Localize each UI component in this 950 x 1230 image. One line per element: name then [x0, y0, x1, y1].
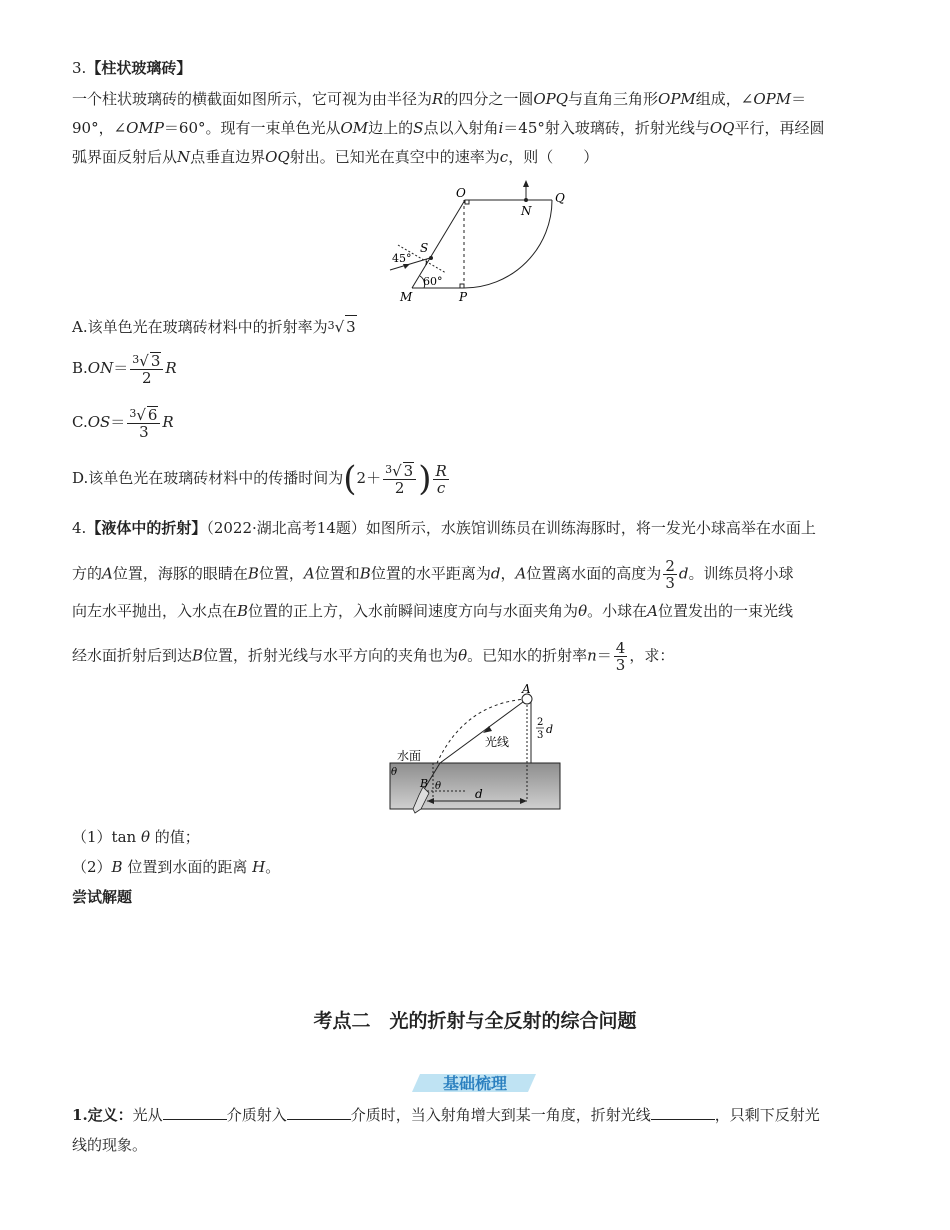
blank-1[interactable]	[163, 1105, 227, 1120]
fraction-od: $\frac{^3√ 3}{2}$	[383, 462, 416, 496]
q3-stem-line3: 弧界面反射后从N点垂直边界OQ射出。已知光在真空中的速率为c，则（ ）	[72, 148, 599, 166]
label-M: M	[400, 290, 413, 304]
section-badge	[412, 1070, 538, 1096]
label-h-d: d	[546, 723, 554, 736]
label-A: A	[522, 683, 531, 696]
q4-stem-line1: 4.【液体中的折射】（2022·湖北高考14题）如图所示，水族馆训练员在训练海豚时，将一发光小球高举在水面上	[72, 519, 816, 537]
label-h-num: 2	[537, 717, 544, 728]
q4-sub2: （2）B 位置到水面的距离 H。	[72, 858, 281, 876]
arc-PQ	[464, 200, 552, 288]
label-theta-1: θ	[391, 767, 398, 778]
q3-stem-line2: 90°，∠OMP＝60°。现有一束单色光从OM边上的S点以入射角i＝45°射入玻璃砖，折射光线与OQ平行，再经圆	[72, 119, 825, 137]
q3-option-a: A.该单色光在玻璃砖材料中的折射率为$^3$√ 3	[72, 315, 357, 338]
fraction-oc: $\frac{^3√ 6}{3}$	[127, 406, 160, 440]
q4-stem-line2: 方的A位置，海豚的眼睛在B位置，A位置和B位置的水平距离为d，A位置离水面的高度为 $\frac{2}{3}$ d。训练员将小球	[72, 557, 794, 592]
water-body	[390, 763, 560, 809]
section-title: 考点二 光的折射与全反射的综合问题	[313, 1010, 637, 1032]
badge-label: 基础梳理	[442, 1074, 508, 1093]
label-water: 水面	[397, 749, 422, 763]
q3-option-b: B.ON＝ $\frac{^3√ 3}{2}$ R	[72, 352, 177, 387]
q4-stem-line4: 经水面折射后到达B位置，折射光线与水平方向的夹角也为θ。已知水的折射率n＝ $\frac{4}{3}$ ，求：	[72, 639, 675, 674]
label-i: i	[425, 258, 428, 267]
fraction-rc: $\frac{R}{c}$	[435, 461, 447, 497]
label-light: 光线	[485, 735, 510, 749]
right-angle-O	[465, 200, 469, 204]
label-d: d	[475, 787, 483, 801]
label-P: P	[459, 290, 468, 304]
point-S	[429, 256, 433, 260]
ray-arrow	[483, 726, 492, 733]
label-h-den: 3	[537, 730, 544, 741]
q3-number: 3.	[72, 59, 87, 77]
label-B: B	[420, 777, 429, 790]
q3-stem-line1: 一个柱状玻璃砖的横截面如图所示，它可视为由半径为R的四分之一圆OPQ与直角三角形OPM组成，∠OPM＝	[72, 90, 807, 108]
blank-3[interactable]	[651, 1105, 715, 1120]
q3-option-d: D.该单色光在玻璃砖材料中的传播时间为(2＋ $\frac{^3√ 3}{2}$ ) $\frac{R}{c}$	[72, 459, 447, 499]
q3-figure	[380, 180, 580, 305]
definition-line2: 线的现象。	[72, 1136, 148, 1154]
q4-sub1: （1）tan θ 的值；	[72, 828, 200, 846]
label-45: 45°	[392, 252, 412, 265]
right-angle-P	[460, 284, 464, 288]
q3-heading	[72, 57, 191, 79]
badge-shape	[412, 1070, 538, 1096]
label-theta-2: θ	[435, 781, 442, 792]
q3-tag: 【柱状玻璃砖】	[86, 59, 192, 77]
light-ray-air	[440, 699, 527, 763]
exit-arrow	[523, 180, 529, 187]
label-O: O	[456, 186, 466, 200]
q4-stem-line3: 向左水平抛出，入水点在B位置的正上方，入水前瞬间速度方向与水面夹角为θ。小球在A位置发出的一束光线	[72, 602, 793, 620]
label-N: N	[521, 204, 532, 218]
q4-figure	[385, 683, 565, 818]
q3-option-c: C.OS＝ $\frac{^3√ 6}{3}$ R	[72, 406, 174, 441]
definition-line1: 1.定义：光从 介质射入 介质时，当入射角增大到某一角度，折射光线 ，只剩下反射光	[72, 1106, 820, 1124]
label-S: S	[420, 241, 429, 255]
attempt-label: 尝试解题	[72, 888, 133, 906]
label-Q: Q	[555, 191, 565, 205]
label-60: 60°	[423, 275, 443, 288]
point-N	[524, 198, 528, 202]
fraction-ob: $\frac{^3√ 3}{2}$	[130, 352, 163, 386]
blank-2[interactable]	[287, 1105, 351, 1120]
